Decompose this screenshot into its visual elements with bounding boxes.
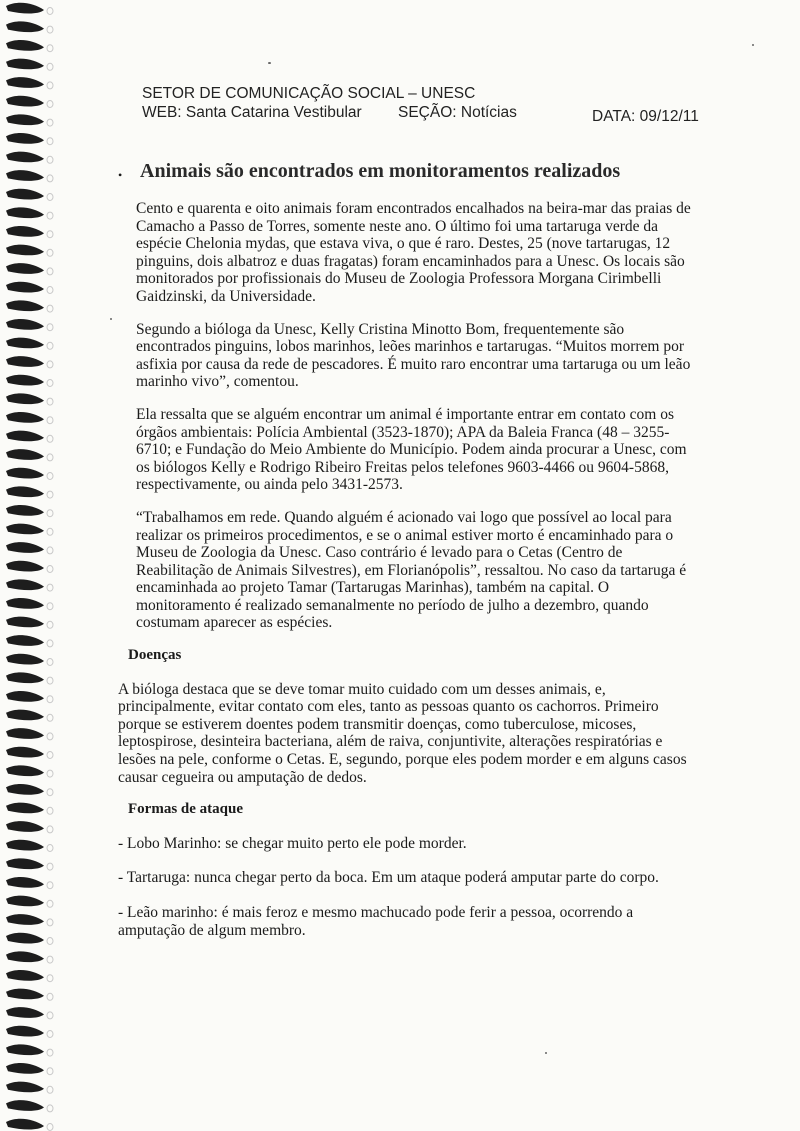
spiral-ring [6, 468, 44, 479]
spiral-ring [6, 598, 44, 609]
spiral-ring [6, 170, 44, 181]
binding-hole [47, 45, 53, 52]
paragraph-3: Ela ressalta que se alguém encontrar um animal é importante entrar em contato com os órgãos ambientais: Polícia Ambiental (3523-1870); APA da Baleia Franca (48 – 3255-6710; e Fundação do Meio Ambiente do Município. Podem ainda procurar a Unesc, com os biólogos Kelly e Rodrigo Ribeiro Freitas pelos telefones 9603-4466 ou 9604-5868, respectivamente, ou ainda pelo 3431-2573. [136, 405, 687, 494]
binding-hole [47, 342, 53, 349]
web-line: WEB: Santa Catarina Vestibular [142, 104, 362, 121]
binding-hole [47, 826, 53, 833]
spiral-ring [6, 319, 44, 330]
paragraph-4: “Trabalhamos em rede. Quando alguém é acionado vai logo que possível ao local para realizar os primeiros procedimentos, e se o animal estiver morto é encaminhado para o Museu de Zoologia da Unesc. Caso contrário é levado para o Cetas (Centro de Reabilitação de Animais Silvestres), em Florianópolis”, ressaltou. No caso da tartaruga é encaminhada ao projeto Tamar (Tartarugas Marinhas), também na capital. O monitoramento é realizado semanalmente no período de julho a dezembro, quando costumam aparecer as espécies. [136, 508, 687, 632]
binding-hole [47, 677, 53, 684]
attacks-heading: Formas de ataque [128, 801, 243, 818]
article-body [118, 200, 698, 956]
scan-speck [268, 62, 271, 64]
binding-hole [47, 789, 53, 796]
binding-hole [47, 1068, 53, 1075]
spiral-ring [6, 226, 44, 237]
spiral-ring [6, 710, 44, 721]
binding-hole [47, 919, 53, 926]
binding-hole [47, 975, 53, 982]
binding-hole [47, 194, 53, 201]
binding-hole [47, 1086, 53, 1093]
scan-speck [545, 1052, 547, 1054]
binding-hole [47, 454, 53, 461]
spiral-ring [6, 821, 44, 832]
spiral-ring [6, 1119, 44, 1130]
spiral-ring [6, 933, 44, 944]
spiral-ring [6, 1007, 44, 1018]
binding-hole [47, 510, 53, 517]
spiral-ring [6, 449, 44, 460]
spiral-ring [6, 96, 44, 107]
binding-hole [47, 324, 53, 331]
binding-hole [47, 1124, 53, 1131]
binding-hole [47, 863, 53, 870]
binding-hole [47, 900, 53, 907]
spiral-ring [6, 300, 44, 311]
spiral-ring [6, 3, 44, 14]
spiral-ring [6, 263, 44, 274]
binding-hole [47, 26, 53, 33]
spiral-ring [6, 765, 44, 776]
binding-hole [47, 175, 53, 182]
binding-hole [47, 714, 53, 721]
spiral-ring [6, 654, 44, 665]
spiral-ring [6, 431, 44, 442]
binding-hole [47, 361, 53, 368]
section-label: SEÇÃO: Notícias [398, 104, 517, 121]
spiral-ring [6, 635, 44, 646]
binding-hole [47, 119, 53, 126]
binding-hole [47, 621, 53, 628]
spiral-ring [6, 524, 44, 535]
binding-hole [47, 640, 53, 647]
spiral-ring [6, 803, 44, 814]
spiral-ring [6, 1026, 44, 1037]
binding-hole [47, 1105, 53, 1112]
binding-hole [47, 547, 53, 554]
spiral-ring [6, 486, 44, 497]
spiral-ring [6, 189, 44, 200]
spiral-ring [6, 858, 44, 869]
binding-hole [47, 1031, 53, 1038]
attack-item-sea-lion-wolf: - Lobo Marinho: se chegar muito perto ele pode morder. [118, 834, 467, 852]
attack-item-sea-lion: - Leão marinho: é mais feroz e mesmo machucado pode ferir a pessoa, ocorrendo a amputação de algum membro. [118, 904, 634, 939]
binding-hole [47, 8, 53, 15]
spiral-ring [6, 207, 44, 218]
binding-hole [47, 305, 53, 312]
spiral-ring [6, 338, 44, 349]
paragraph-2: Segundo a bióloga da Unesc, Kelly Cristina Minotto Bom, frequentemente são encontrados pinguins, lobos marinhos, leões marinhos e tartarugas. “Muitos morrem por asfixia por causa da rede de pescadores. É muito raro encontrar uma tartaruga ou um leão marinho vivo”, comentou. [136, 320, 691, 391]
spiral-ring [6, 59, 44, 70]
binding-hole [47, 752, 53, 759]
spiral-ring [6, 691, 44, 702]
spiral-ring [6, 896, 44, 907]
binding-hole [47, 566, 53, 573]
binding-hole [47, 956, 53, 963]
scan-speck [110, 318, 112, 320]
spiral-ring [6, 989, 44, 1000]
spiral-ring [6, 114, 44, 125]
binding-hole [47, 696, 53, 703]
spiral-ring [6, 561, 44, 572]
binding-hole [47, 417, 53, 424]
binding-hole [47, 380, 53, 387]
binding-hole [47, 770, 53, 777]
spiral-ring [6, 542, 44, 553]
binding-hole [47, 584, 53, 591]
attack-item-turtle: - Tartaruga: nunca chegar perto da boca. Em um ataque poderá amputar parte do corpo. [118, 869, 659, 887]
binding-hole [47, 993, 53, 1000]
binding-hole [47, 398, 53, 405]
spiral-ring [6, 393, 44, 404]
spiral-ring [6, 152, 44, 163]
spiral-ring [6, 579, 44, 590]
spiral-ring [6, 282, 44, 293]
binding-hole [47, 63, 53, 70]
spiral-ring [6, 951, 44, 962]
spiral-ring [6, 505, 44, 516]
spiral-ring [6, 245, 44, 256]
paragraph-1: Cento e quarenta e oito animais foram encontrados encalhados na beira-mar das praias de Camacho a Passo de Torres, somente neste ano. O último foi uma tartaruga verde da espécie Chelonia mydas, que estava viva, o que é raro. Destes, 25 (nove tartarugas, 12 pinguins, dois albatroz e duas fragatas) foram encaminhados para a Unesc. Os locais são monitorados por profissionais do Museu de Zoologia Professora Morgana Cirimbelli Gaidzinski, da Universidade. [136, 200, 691, 305]
binding-hole [47, 473, 53, 480]
binding-hole [47, 733, 53, 740]
spiral-ring [6, 133, 44, 144]
binding-hole [47, 603, 53, 610]
bullet-mark: • [118, 168, 123, 182]
binding-hole [47, 138, 53, 145]
binding-hole [47, 491, 53, 498]
spiral-ring [6, 21, 44, 32]
binding-hole [47, 156, 53, 163]
binding-hole [47, 212, 53, 219]
diseases-paragraph: A bióloga destaca que se deve tomar muito cuidado com um desses animais, e, principalmente, evitar contato com eles, tanto as pessoas quanto os cachorros. Primeiro porque se estiverem doentes podem transmitir doenças, como tuberculose, micoses, leptospirose, desinteira bacteriana, além de raiva, conjuntivite, alterações respiratórias e lesões na pele, conforme o Cetas. E, segundo, porque eles podem morder e em alguns casos causar cegueira ou amputação de dedos. [118, 680, 687, 786]
binding-hole [47, 1012, 53, 1019]
spiral-ring [6, 375, 44, 386]
article-title: Animais são encontrados em monitoramentos realizados [140, 160, 621, 182]
binding-hole [47, 528, 53, 535]
spiral-binding [0, 0, 58, 1131]
spiral-ring [6, 728, 44, 739]
binding-hole [47, 1049, 53, 1056]
spiral-ring [6, 784, 44, 795]
binding-hole [47, 807, 53, 814]
spiral-ring [6, 1044, 44, 1055]
date-label: DATA: 09/12/11 [592, 108, 699, 125]
spiral-ring [6, 77, 44, 88]
spiral-ring [6, 1082, 44, 1093]
binding-hole [47, 101, 53, 108]
binding-hole [47, 938, 53, 945]
spiral-ring [6, 617, 44, 628]
binding-hole [47, 435, 53, 442]
spiral-ring [6, 970, 44, 981]
binding-hole [47, 268, 53, 275]
spiral-ring [6, 1100, 44, 1111]
binding-hole [47, 845, 53, 852]
spiral-ring [6, 672, 44, 683]
spiral-ring [6, 877, 44, 888]
binding-hole [47, 659, 53, 666]
binding-hole [47, 249, 53, 256]
spiral-ring [6, 840, 44, 851]
document-header [142, 84, 732, 125]
spiral-ring [6, 747, 44, 758]
spiral-ring [6, 412, 44, 423]
binding-hole [47, 882, 53, 889]
binding-hole [47, 287, 53, 294]
spiral-ring [6, 914, 44, 925]
sector-line: SETOR DE COMUNICAÇÃO SOCIAL – UNESC [142, 85, 476, 102]
diseases-heading: Doenças [128, 647, 182, 664]
spiral-ring [6, 356, 44, 367]
spiral-ring [6, 1063, 44, 1074]
binding-hole [47, 82, 53, 89]
scan-speck [752, 44, 754, 46]
binding-hole [47, 231, 53, 238]
spiral-ring [6, 40, 44, 51]
